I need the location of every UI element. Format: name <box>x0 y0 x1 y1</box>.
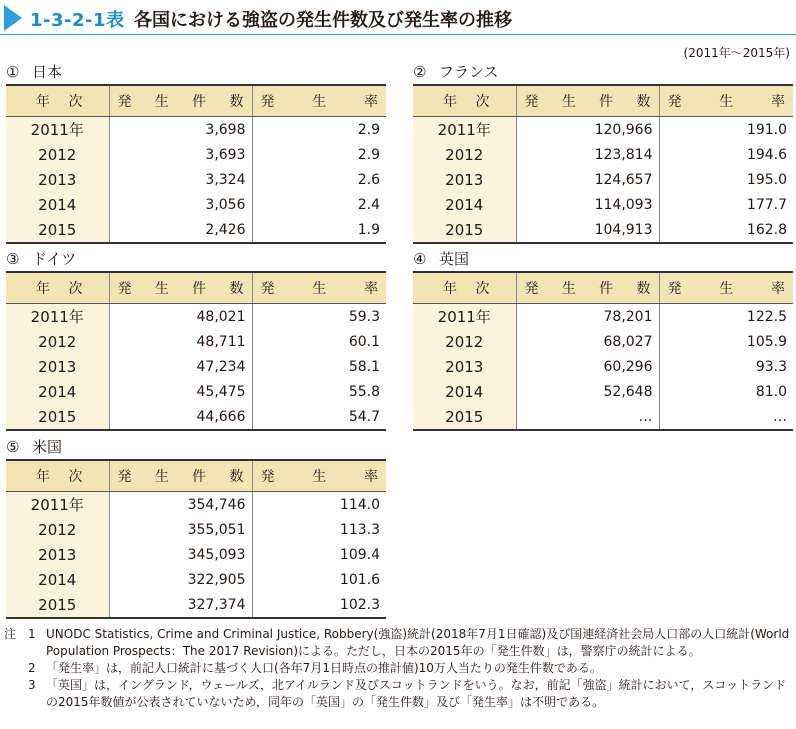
header-char: 生 <box>719 281 734 297</box>
circled-number: ③ <box>6 250 20 268</box>
year-cell: 2015 <box>413 217 516 243</box>
rate-cell: 2.9 <box>357 146 380 163</box>
year-cell: 2013 <box>413 354 516 379</box>
header-char: 件 <box>192 281 207 297</box>
header-char: 生 <box>154 469 169 485</box>
rate-cell: 113.3 <box>339 521 380 538</box>
count-cell: 123,814 <box>516 142 659 167</box>
notes-label: 注 <box>4 627 17 641</box>
count-cell: 120,966 <box>516 117 659 143</box>
rate-cell: 2.9 <box>357 121 380 138</box>
note-text: UNODC Statistics, Crime and Criminal Justice, Robbery(強盗)統計(2018年7月1日確認)及び国連経済社会局人口部の人口統計(World Population Prospects：The 2017 Revision)による。ただし，日本の2015年の「発生件数」は，警察庁の統計による。 <box>46 627 790 658</box>
header-label <box>660 91 794 111</box>
rate-cell: 177.7 <box>746 196 787 213</box>
header-char: 率 <box>364 281 378 297</box>
header-char: 率 <box>771 94 785 110</box>
header-char: 生 <box>719 94 734 110</box>
header-char: 発 <box>524 94 539 110</box>
column-header-rate <box>252 85 386 117</box>
header-char: 次 <box>475 94 490 110</box>
column-header-year <box>413 272 516 304</box>
period-label: (2011年～2015年) <box>683 46 790 60</box>
note-number: 2 <box>28 661 36 675</box>
header-row <box>413 272 793 304</box>
count-cell: 48,711 <box>109 329 252 354</box>
count-cell: 52,648 <box>516 379 659 404</box>
year-cell: 2014 <box>413 379 516 404</box>
count-cell: 45,475 <box>109 379 252 404</box>
year-cell: 2012 <box>413 329 516 354</box>
country-name: ドイツ <box>32 250 77 268</box>
header-char: 発 <box>260 94 275 110</box>
count-cell: 3,324 <box>109 167 252 192</box>
note-number: 3 <box>28 678 36 692</box>
country-title <box>6 61 62 82</box>
header-char: 件 <box>192 469 207 485</box>
table-row <box>413 167 793 192</box>
column-header-rate <box>659 272 793 304</box>
header-char: 件 <box>192 94 207 110</box>
note-item <box>4 626 792 660</box>
header-char: 生 <box>312 94 327 110</box>
note-text: 「発生率」は，前記人口統計に基づく人口(各年7月1日時点の推計値)10万人当たりの発生件数である。 <box>46 661 602 675</box>
table-row <box>6 492 386 518</box>
header-row <box>413 85 793 117</box>
circled-number: ② <box>413 63 427 81</box>
column-header-rate <box>252 460 386 492</box>
table-row <box>6 517 386 542</box>
header-label <box>6 278 109 298</box>
header-char: 生 <box>154 281 169 297</box>
data-table <box>6 459 386 619</box>
table-row <box>6 167 386 192</box>
year-cell: 2014 <box>6 192 109 217</box>
header-char: 発 <box>117 281 132 297</box>
rate-cell: 122.5 <box>746 308 787 325</box>
rate-cell: 54.7 <box>252 404 386 430</box>
table-row <box>413 329 793 354</box>
rate-cell: 194.6 <box>746 146 787 163</box>
year-cell: 2011年 <box>413 304 516 330</box>
header-label <box>517 91 659 111</box>
data-table <box>413 84 793 244</box>
column-header-count <box>516 85 659 117</box>
header-char: 数 <box>636 281 651 297</box>
count-cell: 345,093 <box>109 542 252 567</box>
header-label <box>253 466 387 486</box>
header-char: 発 <box>117 94 132 110</box>
rate-cell: 114.0 <box>339 496 380 513</box>
year-cell: 2014 <box>6 379 109 404</box>
header-char: 年 <box>443 94 457 110</box>
header-label <box>660 278 794 298</box>
column-header-count <box>516 272 659 304</box>
header-label <box>110 91 252 111</box>
count-cell: 3,056 <box>109 192 252 217</box>
note-text: 「英国」は，イングランド，ウェールズ，北アイルランド及びスコットランドをいう。なお，前記「強盗」統計において，スコットランドの2015年数値が公表されていないため，同年の「英国」の「発生件数」及び「発生率」は不明である。 <box>46 678 787 709</box>
header-char: 年 <box>36 469 50 485</box>
header-label <box>6 466 109 486</box>
header-char: 次 <box>68 94 83 110</box>
column-header-year <box>413 85 516 117</box>
header-row <box>6 460 386 492</box>
country-name: 日本 <box>32 63 63 81</box>
rate-cell: 195.0 <box>746 171 787 188</box>
table-row <box>6 567 386 592</box>
note-number: 1 <box>28 627 36 641</box>
header-char: 数 <box>636 94 651 110</box>
note-item <box>4 660 792 677</box>
country-title <box>413 248 469 269</box>
table-row <box>6 404 386 430</box>
column-header-rate <box>252 272 386 304</box>
header-char: 発 <box>667 94 682 110</box>
header-char: 次 <box>68 281 83 297</box>
table-row <box>6 304 386 330</box>
header-char: 率 <box>364 94 378 110</box>
rate-cell: 55.8 <box>348 383 380 400</box>
header-row <box>6 85 386 117</box>
header-char: 次 <box>475 281 490 297</box>
year-cell: 2013 <box>6 167 109 192</box>
year-cell: 2014 <box>6 567 109 592</box>
header-label <box>6 91 109 111</box>
header-char: 発 <box>260 469 275 485</box>
count-cell: 124,657 <box>516 167 659 192</box>
rate-cell: 102.3 <box>252 592 386 618</box>
header-label <box>413 278 516 298</box>
circled-number: ① <box>6 63 20 81</box>
count-cell: 3,693 <box>109 142 252 167</box>
header-char: 数 <box>229 94 244 110</box>
year-cell: 2012 <box>6 517 109 542</box>
table-row <box>413 142 793 167</box>
data-table <box>6 84 386 244</box>
year-cell: 2011年 <box>413 117 516 143</box>
table-row <box>413 304 793 330</box>
header-char: 生 <box>561 281 576 297</box>
data-table <box>413 271 793 431</box>
rate-cell: … <box>659 404 793 430</box>
year-cell: 2012 <box>6 329 109 354</box>
table-row <box>6 354 386 379</box>
table-number: 1-3-2-1表 <box>30 10 125 31</box>
header-char: 発 <box>667 281 682 297</box>
count-cell: 78,201 <box>516 304 659 330</box>
circled-number: ④ <box>413 250 427 268</box>
country-title <box>6 248 76 269</box>
header-char: 件 <box>599 94 614 110</box>
triangle-marker-icon <box>4 5 22 31</box>
notes <box>4 626 792 711</box>
table-row <box>413 192 793 217</box>
data-table <box>6 271 386 431</box>
header-label <box>253 278 387 298</box>
year-cell: 2012 <box>413 142 516 167</box>
header-label <box>110 278 252 298</box>
year-cell: 2013 <box>6 354 109 379</box>
table-row <box>6 542 386 567</box>
header-char: 年 <box>443 281 457 297</box>
country-title <box>413 61 499 82</box>
count-cell: 355,051 <box>109 517 252 542</box>
header-char: 発 <box>260 281 275 297</box>
table-row <box>6 142 386 167</box>
year-cell: 2015 <box>413 404 516 430</box>
count-cell: 114,093 <box>516 192 659 217</box>
table-row <box>6 217 386 243</box>
year-cell: 2015 <box>6 217 109 243</box>
year-cell: 2015 <box>6 404 109 430</box>
rate-cell: 1.9 <box>252 217 386 243</box>
country-title <box>6 436 62 457</box>
header-label <box>517 278 659 298</box>
count-cell: 68,027 <box>516 329 659 354</box>
column-header-year <box>6 272 109 304</box>
header-char: 生 <box>312 469 327 485</box>
country-name: 英国 <box>439 250 470 268</box>
count-cell: 3,698 <box>109 117 252 143</box>
circled-number: ⑤ <box>6 438 20 456</box>
note-item <box>4 677 792 711</box>
year-cell: 2011年 <box>6 304 109 330</box>
count-cell: 60,296 <box>516 354 659 379</box>
header-row <box>6 272 386 304</box>
table-row <box>413 117 793 143</box>
rate-cell: 191.0 <box>746 121 787 138</box>
header-char: 生 <box>312 281 327 297</box>
header-char: 率 <box>364 469 378 485</box>
header-char: 生 <box>154 94 169 110</box>
country-name: 米国 <box>32 438 63 456</box>
page-title: 各国における強盗の発生件数及び発生率の推移 <box>134 10 512 31</box>
table-row <box>413 404 793 430</box>
rate-cell: 105.9 <box>746 333 787 350</box>
header-label <box>253 91 387 111</box>
header-rule <box>0 34 796 35</box>
rate-cell: 162.8 <box>659 217 793 243</box>
header-label <box>110 466 252 486</box>
header-char: 率 <box>771 281 785 297</box>
count-cell: 104,913 <box>516 217 659 243</box>
count-cell: 2,426 <box>109 217 252 243</box>
header-char: 年 <box>36 94 50 110</box>
header-char: 件 <box>599 281 614 297</box>
year-cell: 2013 <box>413 167 516 192</box>
header-char: 数 <box>229 469 244 485</box>
header-char: 数 <box>229 281 244 297</box>
count-cell: 354,746 <box>109 492 252 518</box>
year-cell: 2012 <box>6 142 109 167</box>
rate-cell: 2.6 <box>357 171 380 188</box>
column-header-rate <box>659 85 793 117</box>
table-row <box>413 354 793 379</box>
column-header-count <box>109 460 252 492</box>
rate-cell: 101.6 <box>339 571 380 588</box>
rate-cell: 60.1 <box>348 333 380 350</box>
table-row <box>413 379 793 404</box>
count-cell: … <box>516 404 659 430</box>
year-cell: 2015 <box>6 592 109 618</box>
table-row <box>6 592 386 618</box>
column-header-count <box>109 272 252 304</box>
rate-cell: 81.0 <box>755 383 787 400</box>
table-row <box>6 117 386 143</box>
header-label <box>413 91 516 111</box>
year-cell: 2011年 <box>6 492 109 518</box>
column-header-count <box>109 85 252 117</box>
rate-cell: 109.4 <box>339 546 380 563</box>
header-char: 年 <box>36 281 50 297</box>
header-bar <box>0 0 796 36</box>
table-row <box>6 379 386 404</box>
count-cell: 48,021 <box>109 304 252 330</box>
count-cell: 322,905 <box>109 567 252 592</box>
column-header-year <box>6 85 109 117</box>
rate-cell: 2.4 <box>357 196 380 213</box>
count-cell: 44,666 <box>109 404 252 430</box>
year-cell: 2011年 <box>6 117 109 143</box>
header-char: 発 <box>524 281 539 297</box>
table-row <box>6 329 386 354</box>
table-row <box>413 217 793 243</box>
country-name: フランス <box>439 63 499 81</box>
rate-cell: 58.1 <box>348 358 380 375</box>
rate-cell: 93.3 <box>755 358 787 375</box>
rate-cell: 59.3 <box>348 308 380 325</box>
column-header-year <box>6 460 109 492</box>
header-char: 発 <box>117 469 132 485</box>
count-cell: 327,374 <box>109 592 252 618</box>
table-row <box>6 192 386 217</box>
year-cell: 2013 <box>6 542 109 567</box>
count-cell: 47,234 <box>109 354 252 379</box>
header-char: 生 <box>561 94 576 110</box>
year-cell: 2014 <box>413 192 516 217</box>
header-char: 次 <box>68 469 83 485</box>
